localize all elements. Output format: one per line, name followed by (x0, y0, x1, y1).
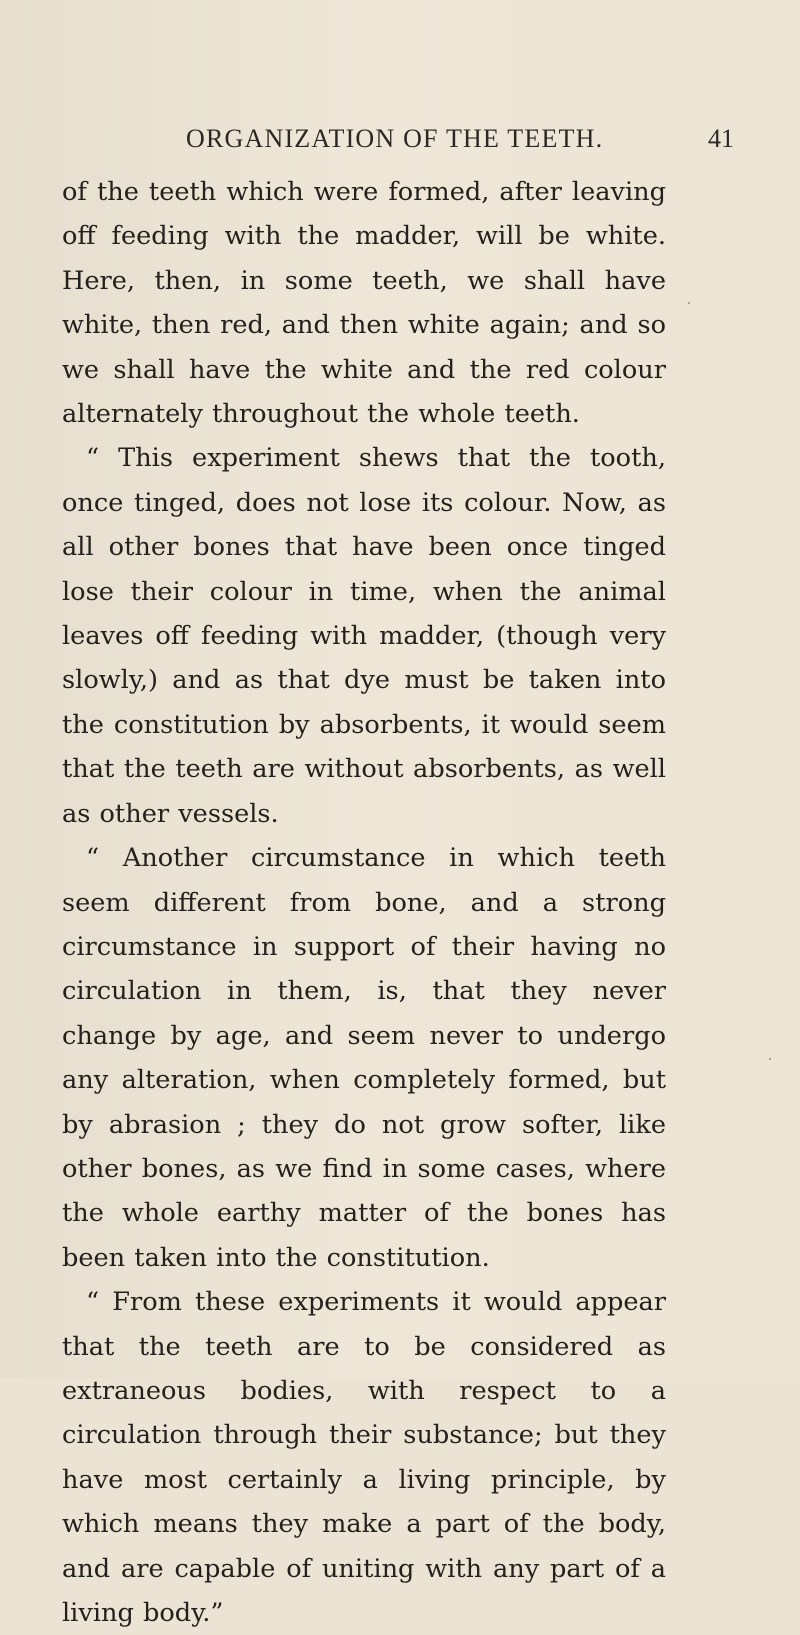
paper-speck (769, 1058, 771, 1060)
paragraph-4: “ From these experiments it would appear that the teeth are to be considered as extraneous bodies, with respect to a circulation through their substance; but they have most certainly a living principle, by which means they make a part of the body, and are capable of uniting with any part of a living body.” (62, 1287, 666, 1628)
paragraph-2: “ This experiment shews that the tooth, once tinged, does not lose its colour. Now, as all other bones that have been once tinged lose their colour in time, when the animal leaves off feeding with madder, (though very slowly,) and as that dye must be taken into the constitution by absorbents, it would seem that the teeth are without absorbents, as well as other vessels. (62, 443, 666, 829)
chapter-title: ORGANIZATION OF THE TEETH. (186, 124, 604, 153)
paragraph-3: “ Another circumstance in which teeth seem different from bone, and a strong circumstance in support of their having no circulation in them, is, that they never change by age, and seem never to undergo any alteration, when completely formed, but by abrasion ; they do not grow softer, like other bones, as we find in some cases, where the whole earthy matter of the bones has been taken into the constitution. (62, 843, 666, 1273)
paper-speck (688, 302, 690, 304)
page-number: 41 (708, 124, 734, 153)
paragraph-1: of the teeth which were formed, after leaving off feeding with the madder, will be white. Here, then, in some teeth, we shall have white, then red, and then white again; and so we shall have the white and the red colour alternately throughout the whole teeth. (62, 177, 666, 430)
text-block (62, 170, 666, 1635)
running-head (0, 124, 800, 164)
